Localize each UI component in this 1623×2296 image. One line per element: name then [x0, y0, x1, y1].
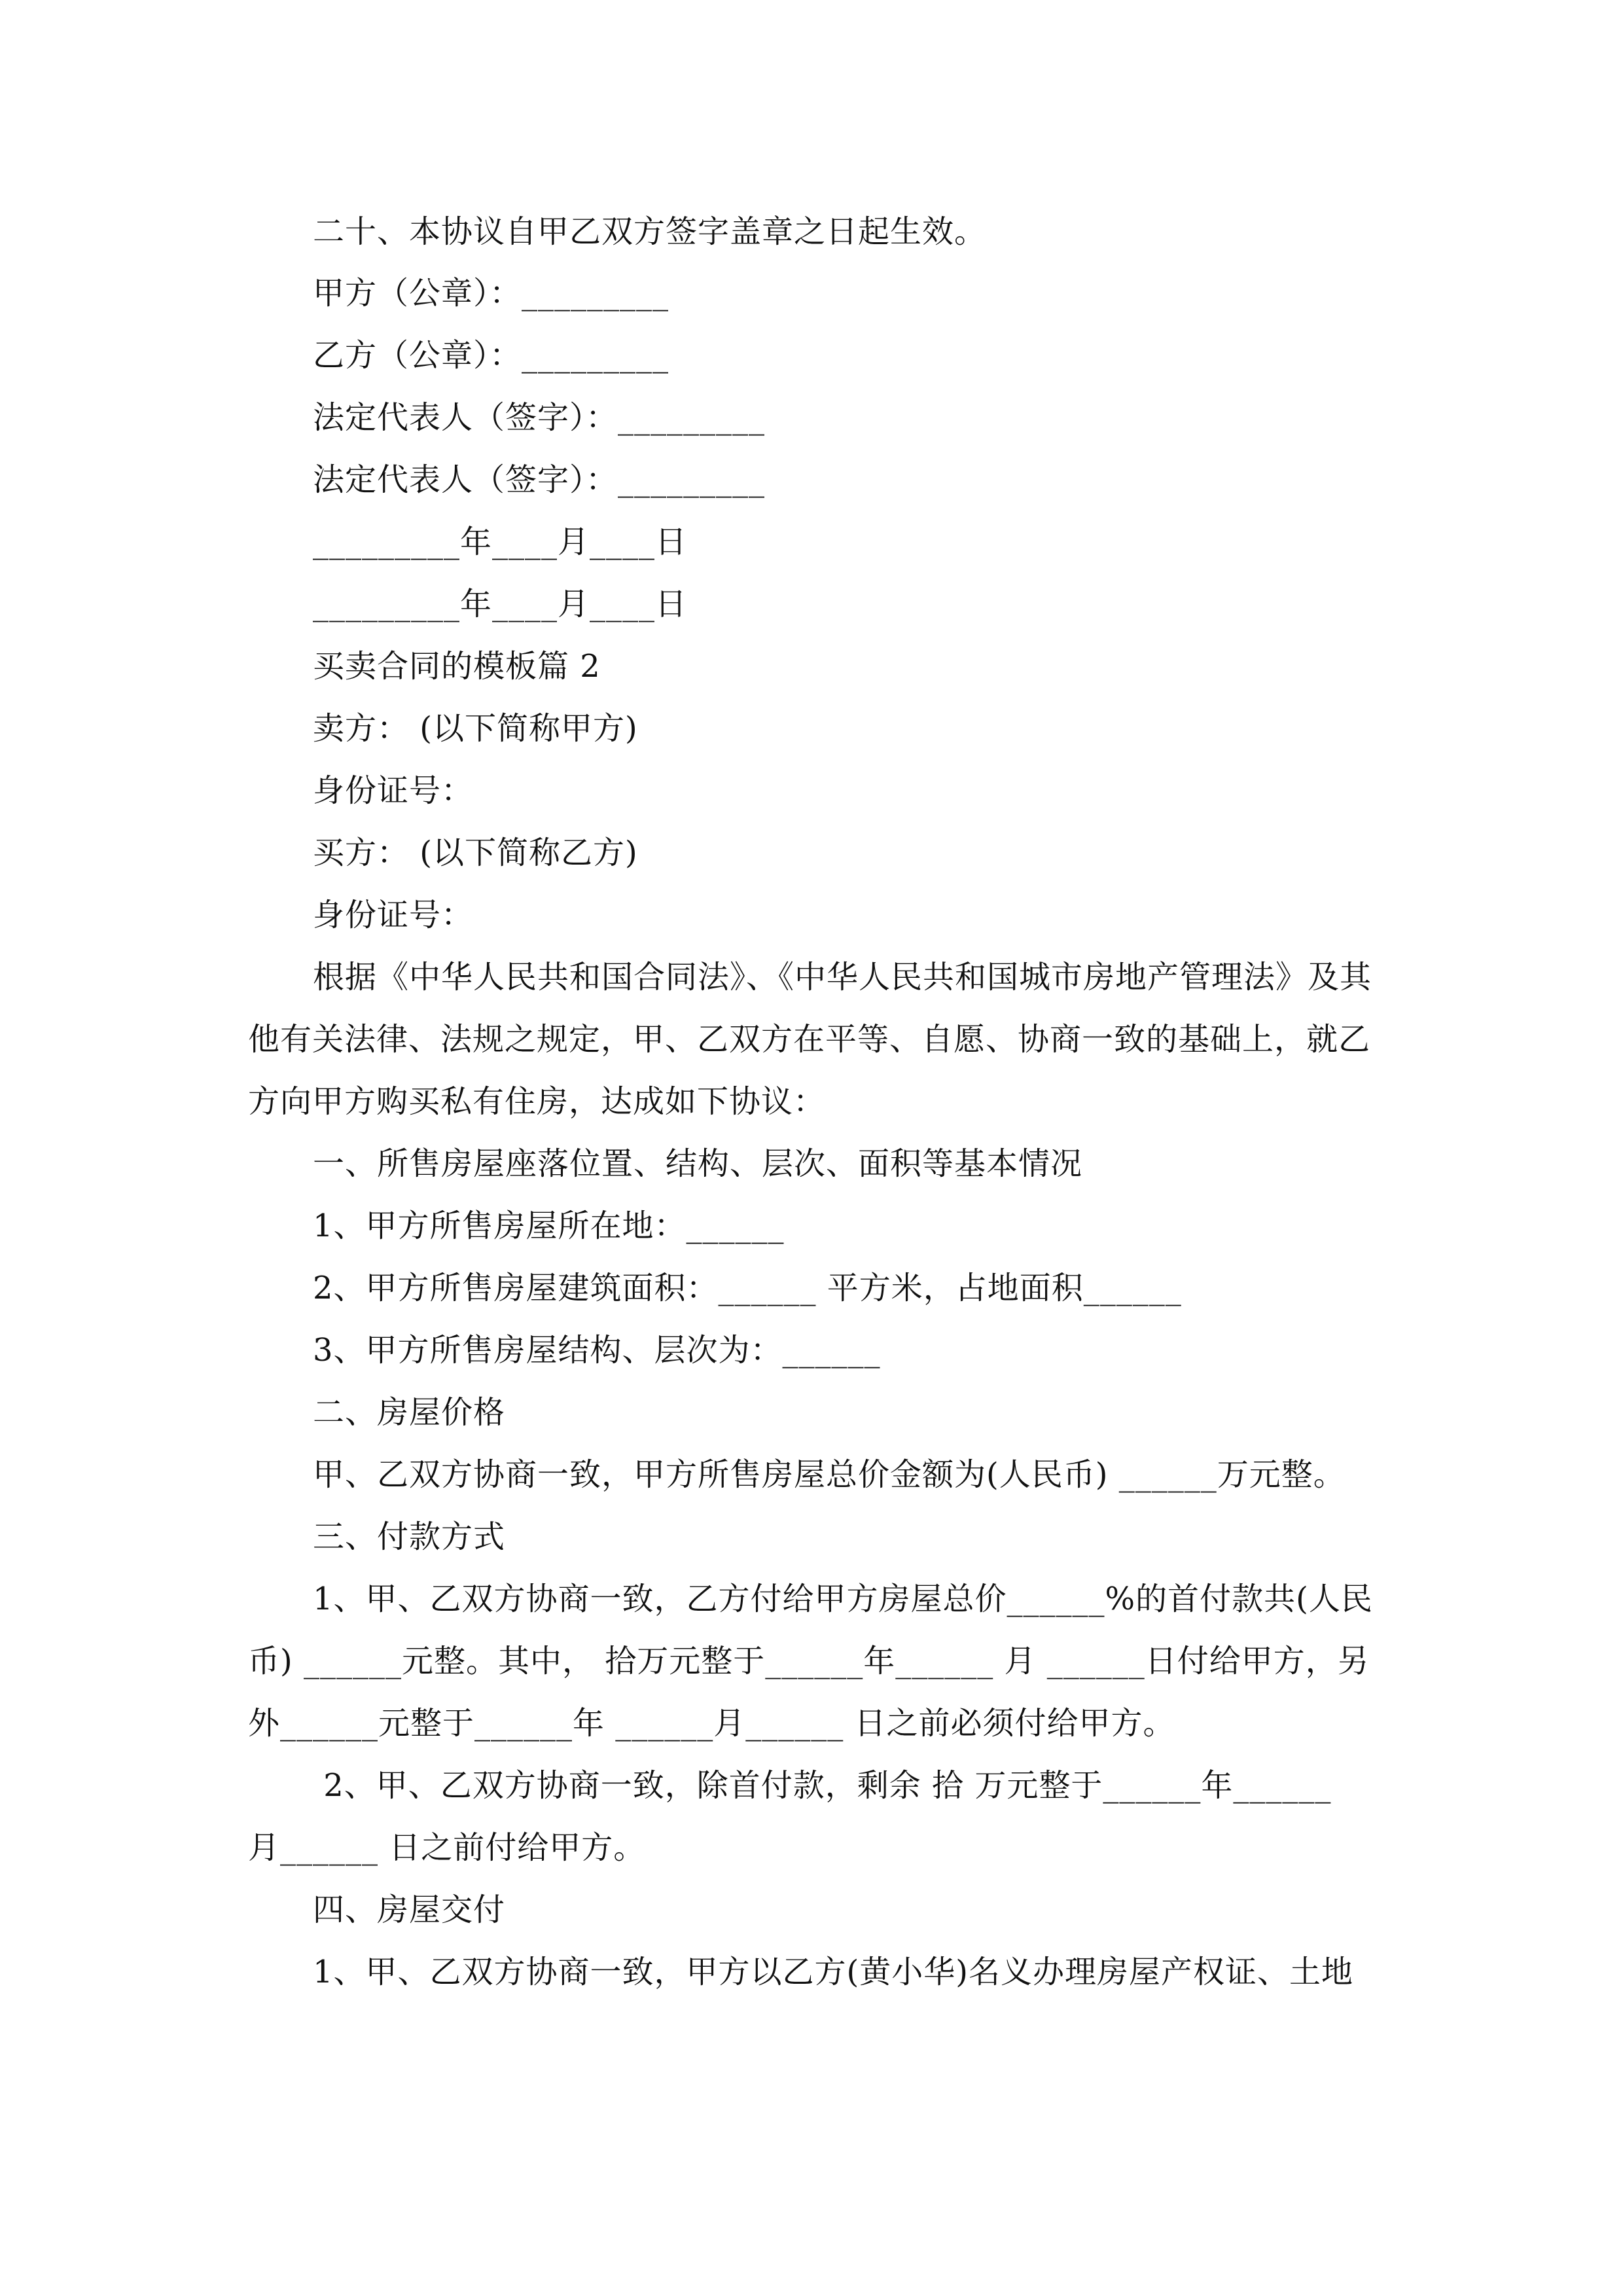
clause-item: 月______ 日之前付给甲方。: [248, 1829, 646, 1866]
seller-id-line: 身份证号：: [313, 772, 474, 809]
clause-heading: 四、房屋交付: [313, 1892, 506, 1928]
seller-line: 卖方： (以下简称甲方): [313, 710, 638, 747]
clause-item: 1、甲、乙双方协商一致，乙方付给甲方房屋总价______%的首付款共(人民: [313, 1581, 1373, 1617]
date-field: _________年____月____日: [313, 524, 688, 560]
clause-item: 外______元整于______年 ______月______ 日之前必须付给甲方。: [248, 1705, 1175, 1742]
clause-20-effective: 二十、本协议自甲乙双方签字盖章之日起生效。: [313, 213, 987, 250]
preamble-paragraph: 根据《中华人民共和国合同法》、《中华人民共和国城市房地产管理法》及其: [313, 959, 1372, 996]
clause-item: 1、甲、乙双方协商一致，甲方以乙方(黄小华)名义办理房屋产权证、土地: [313, 1954, 1353, 1990]
buyer-id-line: 身份证号：: [313, 897, 474, 933]
legal-rep-signature-field: 法定代表人（签字）：_________: [313, 399, 766, 436]
section-title: 买卖合同的模板篇 2: [313, 648, 601, 685]
clause-item: 甲、乙双方协商一致，甲方所售房屋总价金额为(人民币) ______万元整。: [313, 1456, 1346, 1493]
preamble-paragraph: 方向甲方购买私有住房，达成如下协议：: [248, 1083, 826, 1120]
clause-item: 1、甲方所售房屋所在地：______: [313, 1208, 785, 1244]
preamble-paragraph: 他有关法律、法规之规定，甲、乙双方在平等、自愿、协商一致的基础上，就乙: [248, 1021, 1371, 1058]
clause-item: 2、甲、乙双方协商一致，除首付款，剩余 拾 万元整于______年______: [313, 1767, 1332, 1804]
clause-heading: 三、付款方式: [313, 1518, 506, 1555]
party-b-seal-field: 乙方（公章）：_________: [313, 337, 669, 374]
clause-item: 2、甲方所售房屋建筑面积：______ 平方米，占地面积______: [313, 1270, 1182, 1306]
clause-item: 币) ______元整。其中， 拾万元整于______年______ 月 ______日付给甲方，另: [248, 1643, 1370, 1679]
legal-rep-signature-field: 法定代表人（签字）：_________: [313, 461, 766, 498]
party-a-seal-field: 甲方（公章）：_________: [313, 275, 669, 312]
date-field: _________年____月____日: [313, 586, 688, 622]
clause-item: 3、甲方所售房屋结构、层次为：______: [313, 1332, 881, 1369]
clause-heading: 一、所售房屋座落位置、结构、层次、面积等基本情况: [313, 1145, 1083, 1182]
buyer-line: 买方： (以下简称乙方): [313, 834, 638, 871]
clause-heading: 二、房屋价格: [313, 1394, 506, 1431]
